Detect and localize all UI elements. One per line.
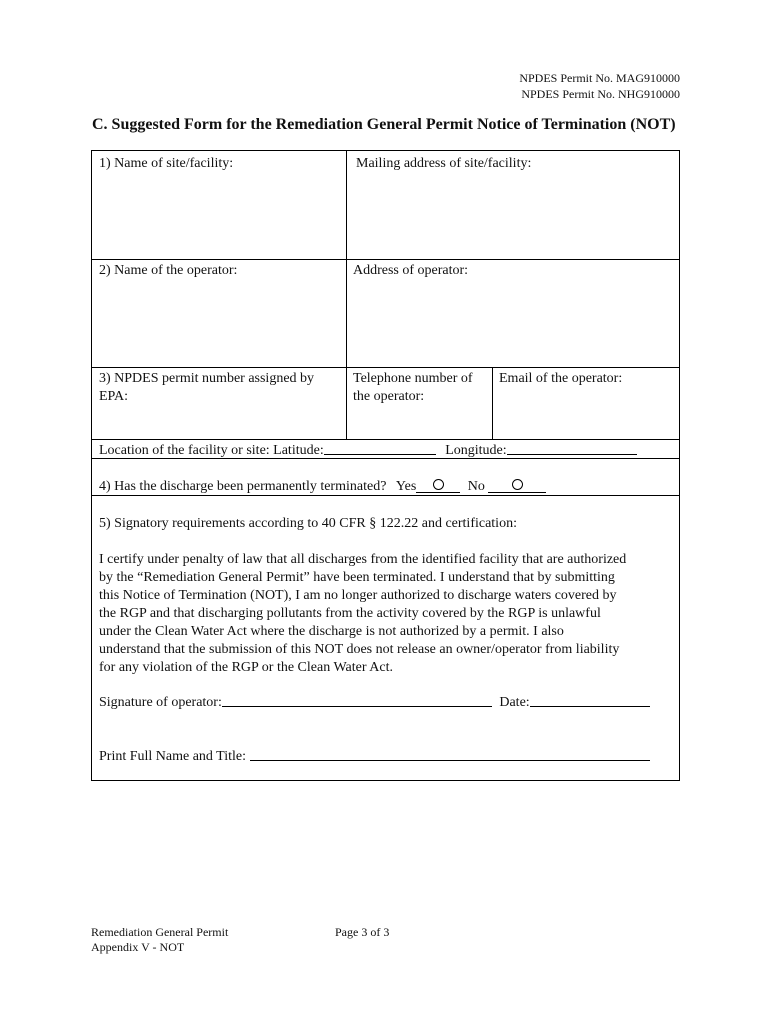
signature-label: Signature of operator:	[99, 695, 222, 710]
operator-name-field[interactable]	[99, 262, 339, 280]
longitude-label: Longitude:	[445, 443, 507, 458]
operator-address-field[interactable]	[353, 262, 673, 280]
permit-numbers	[470, 70, 680, 102]
permit-number-ma: NPDES Permit No. MAG910000	[519, 71, 680, 85]
permit-number-nh: NPDES Permit No. NHG910000	[521, 87, 680, 101]
signature-row	[99, 693, 674, 712]
no-radio[interactable]	[512, 479, 523, 490]
latitude-label: Location of the facility or site: Latitude:	[99, 443, 324, 458]
operator-email-field[interactable]	[499, 370, 677, 388]
site-mailing-address-label: Mailing address of site/facility:	[356, 156, 532, 171]
page-number: Page 3 of 3	[335, 925, 390, 939]
location-row	[99, 441, 674, 460]
column-divider	[346, 151, 347, 439]
no-label: No	[467, 479, 485, 494]
date-input[interactable]	[530, 693, 650, 707]
longitude-input[interactable]	[507, 441, 637, 455]
latitude-input[interactable]	[324, 441, 436, 455]
column-divider	[492, 367, 493, 439]
npdes-number-label: 3) NPDES permit number assigned by EPA:	[99, 371, 315, 404]
certification-line: for any violation of the RGP or the Clean Water Act.	[99, 660, 393, 675]
certification-line: under the Clean Water Act where the discharge is not authorized by a permit. I also	[99, 624, 564, 639]
divider	[92, 367, 679, 368]
yes-blank	[416, 479, 460, 493]
certification-line: understand that the submission of this NOT does not release an owner/operator from liability	[99, 642, 620, 657]
print-name-input[interactable]	[250, 747, 650, 761]
certification-text	[99, 551, 674, 677]
page-title: C. Suggested Form for the Remediation General Permit Notice of Termination (NOT)	[92, 116, 676, 133]
site-mailing-address-field[interactable]	[356, 155, 676, 173]
footer-left	[91, 925, 228, 955]
certification-line: this Notice of Termination (NOT), I am no longer authorized to discharge waters covered by	[99, 588, 617, 603]
operator-email-label: Email of the operator:	[499, 371, 623, 386]
print-name-label: Print Full Name and Title:	[99, 749, 247, 764]
certification-line: I certify under penalty of law that all discharges from the identified facility that are authorized	[99, 552, 627, 567]
signatory-requirements: 5) Signatory requirements according to 40 CFR § 122.22 and certification:	[99, 516, 517, 531]
not-form	[91, 150, 680, 781]
operator-phone-label: Telephone number of the operator:	[353, 371, 473, 404]
yes-label: Yes	[395, 479, 417, 494]
date-label: Date:	[499, 695, 530, 710]
npdes-number-field[interactable]	[99, 370, 342, 406]
site-name-label: 1) Name of site/facility:	[99, 156, 234, 171]
signature-input[interactable]	[222, 693, 492, 707]
operator-address-label: Address of operator:	[353, 263, 469, 278]
yes-radio[interactable]	[433, 479, 444, 490]
termination-question-row	[99, 478, 674, 496]
footer-doc-name: Remediation General Permit	[91, 925, 229, 939]
operator-name-label: 2) Name of the operator:	[99, 263, 238, 278]
print-name-row	[99, 747, 674, 766]
divider	[92, 259, 679, 260]
site-name-field[interactable]	[99, 155, 339, 173]
divider	[92, 439, 679, 440]
no-blank	[488, 479, 546, 493]
termination-question: 4) Has the discharge been permanently terminated?	[99, 479, 387, 494]
certification-line: the RGP and that discharging pollutants from the activity covered by the RGP is unlawful	[99, 606, 601, 621]
operator-phone-field[interactable]	[353, 370, 490, 406]
footer-appendix: Appendix V - NOT	[91, 940, 185, 954]
certification-line: by the “Remediation General Permit” have been terminated. I understand that by submitting	[99, 570, 615, 585]
